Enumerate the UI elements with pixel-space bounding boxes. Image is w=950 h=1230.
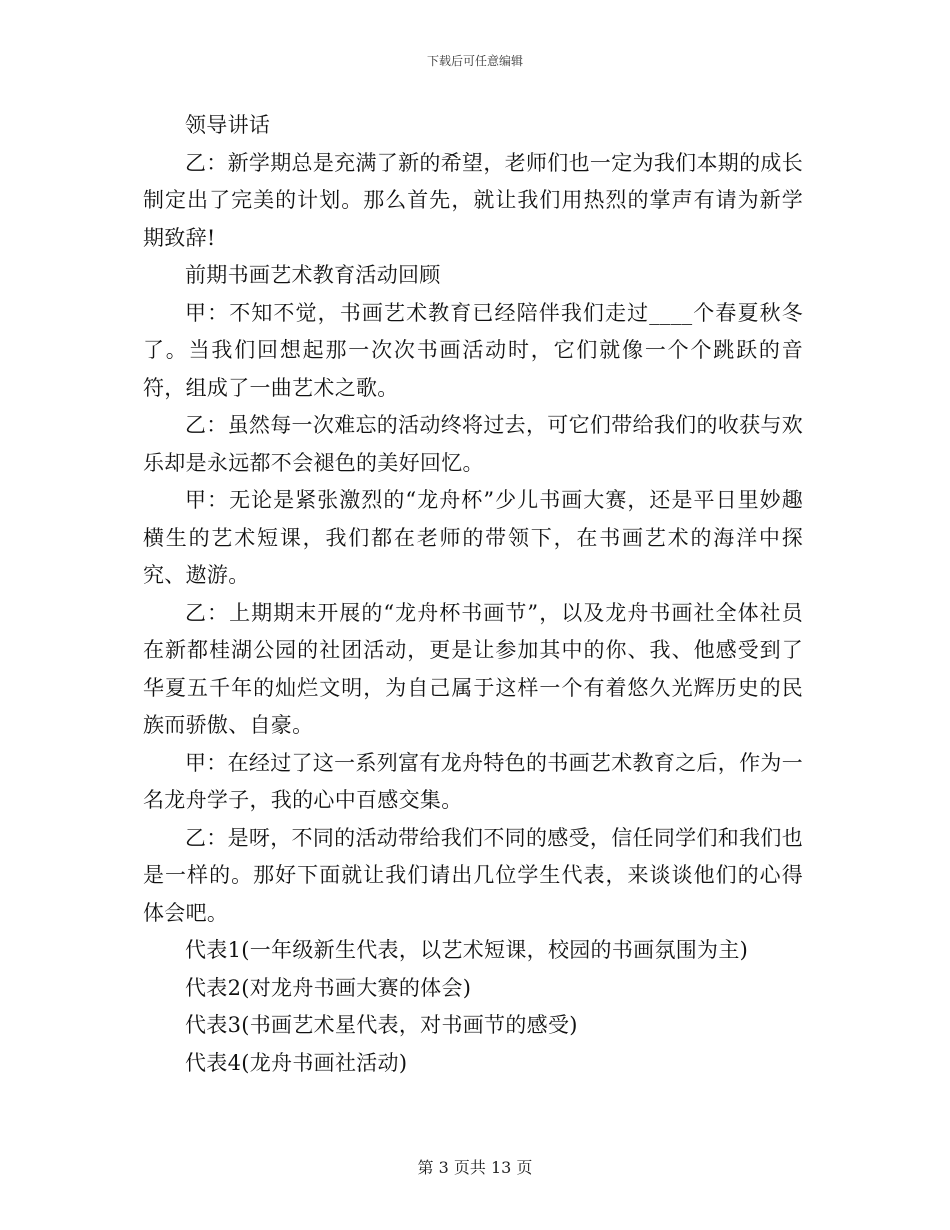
representative-item: 代表3(书画艺术星代表，对书画节的感受) [185,1013,578,1037]
paragraph: 乙：是呀，不同的活动带给我们不同的感受，信任同学们和我们也是一样的。那好下面就让我们请出几位学生代表，来谈谈他们的心得体会吧。 [143,825,803,925]
paragraph-heading-leader-speech: 领导讲话 [185,113,271,137]
paragraph: 甲：不知不觉，书画艺术教育已经陪伴我们走过____个春夏秋冬了。当我们回想起那一次次书画活动时，它们就像一个个跳跃的音符，组成了一曲艺术之歌。 [143,300,803,400]
paragraph: 乙：上期期末开展的“龙舟杯书画节”，以及龙舟书画社全体社员在新都桂湖公园的社团活动，更是让参加其中的你、我、他感受到了华夏五千年的灿烂文明，为自己属于这样一个有着悠久光辉历史的民族而骄傲、自豪。 [143,600,803,737]
representative-item: 代表4(龙舟书画社活动) [185,1050,408,1075]
representative-item: 代表2(对龙舟书画大赛的体会) [185,975,472,1000]
page-footer: 第 3 页共 13 页 [417,1158,533,1177]
paragraph: 甲：无论是紧张激烈的“龙舟杯”少儿书画大赛，还是平日里妙趣横生的艺术短课，我们都在老师的带领下，在书画艺术的海洋中探究、遨游。 [143,488,803,587]
page-header: 下载后可任意编辑 [426,54,523,68]
document-body [143,107,803,1082]
paragraph: 乙：虽然每一次难忘的活动终将过去，可它们带给我们的收获与欢乐却是永远都不会褪色的美好回忆。 [143,413,803,475]
representative-item: 代表1(一年级新生代表，以艺术短课，校园的书画氛围为主) [185,938,749,962]
paragraph-heading-review: 前期书画艺术教育活动回顾 [185,263,441,287]
paragraph: 乙：新学期总是充满了新的希望，老师们也一定为我们本期的成长制定出了完美的计划。那么首先，就让我们用热烈的掌声有请为新学期致辞! [143,150,803,250]
paragraph: 甲：在经过了这一系列富有龙舟特色的书画艺术教育之后，作为一名龙舟学子，我的心中百感交集。 [143,750,803,812]
